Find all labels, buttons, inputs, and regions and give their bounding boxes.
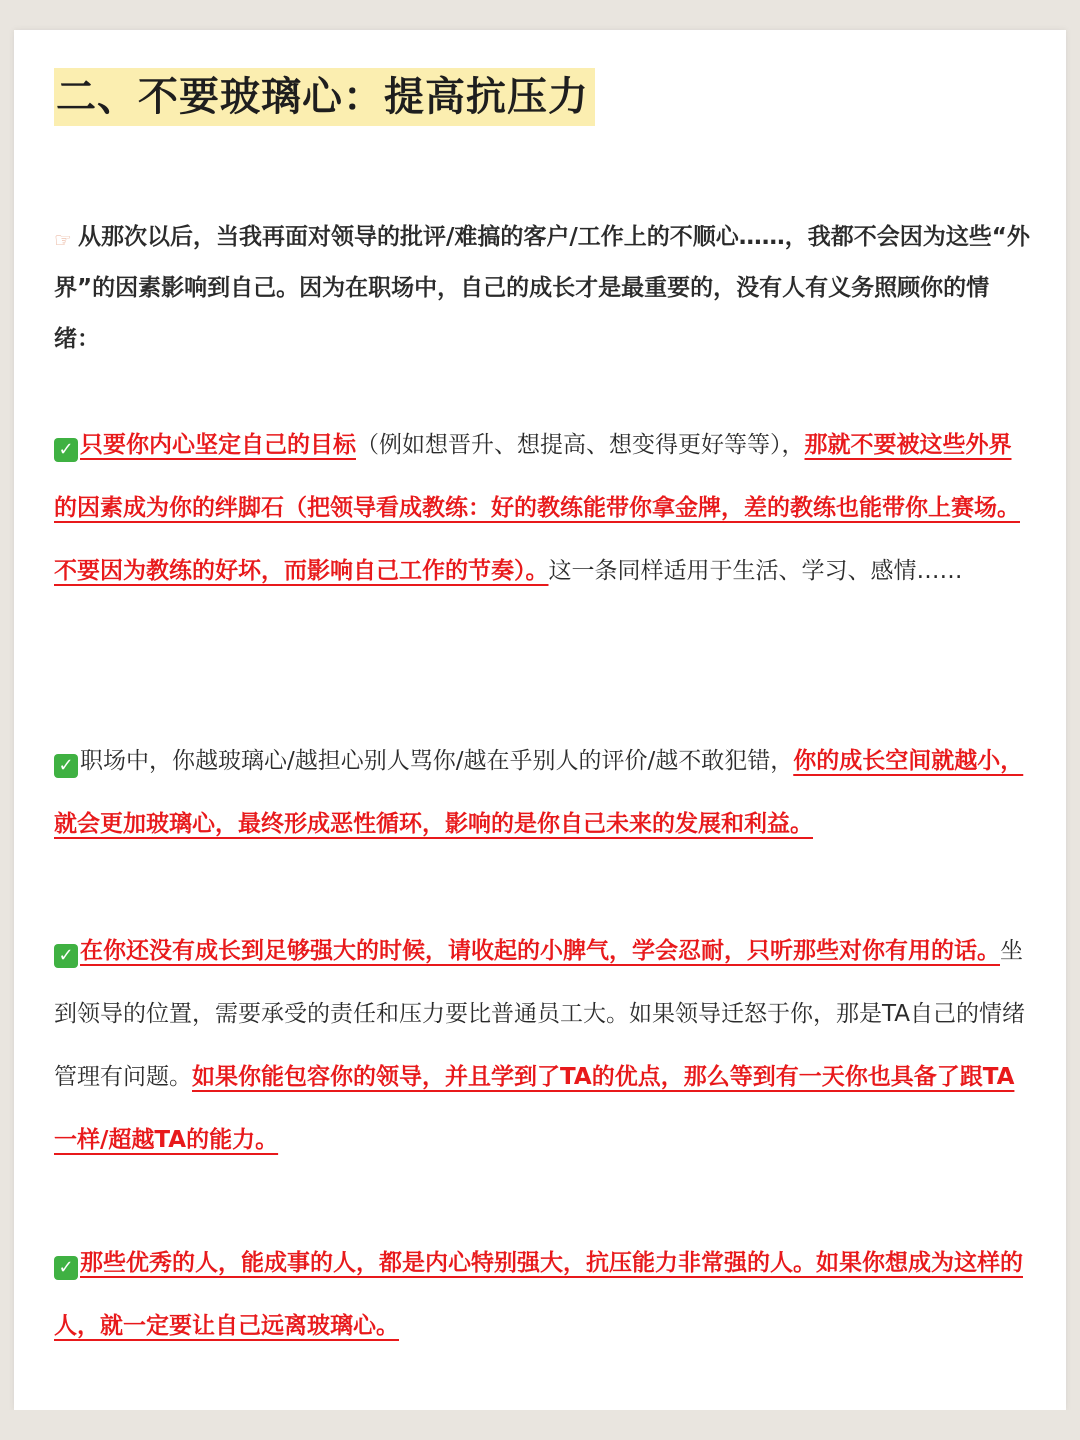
point-2-highlight-a: 你的成长空间就越小，就会更加玻璃心，最终形成恶性循环，影响的是你自己未来的发展和利益。 <box>54 748 1024 837</box>
check-mark-icon: ✓ <box>54 944 78 968</box>
check-mark-icon: ✓ <box>54 1256 78 1280</box>
intro-text: 从那次以后，当我再面对领导的批评/难搞的客户/工作上的不顺心……，我都不会因为这些“外界”的因素影响到自己。因为在职场中，自己的成长才是最重要的，没有人有义务照顾你的情绪： <box>54 224 1030 352</box>
note-page <box>14 30 1066 1410</box>
point-4 <box>54 1232 1034 1358</box>
point-1 <box>54 414 1034 603</box>
point-3 <box>54 920 1034 1172</box>
point-1-text-b: 这一条同样适用于生活、学习、感情…… <box>548 558 963 584</box>
point-1-text-a: （例如想晋升、想提高、想变得更好等等）， <box>356 432 805 458</box>
point-3-text-a: 坐到领导的位置，需要承受的责任和压力要比普通员工大。如果领导迁怒于你，那是TA自己的情绪管理有问题。 <box>54 938 1025 1090</box>
intro-paragraph <box>54 212 1034 365</box>
point-3-highlight-b: 如果你能包容你的领导，并且学到了TA的优点，那么等到有一天你也具备了跟TA一样/超越TA的能力。 <box>54 1064 1015 1153</box>
point-3-highlight-a: 在你还没有成长到足够强大的时候，请收起的小脾气，学会忍耐，只听那些对你有用的话。 <box>80 938 1000 964</box>
point-4-highlight-a: 那些优秀的人，能成事的人，都是内心特别强大，抗压能力非常强的人。如果你想成为这样的人，就一定要让自己远离玻璃心。 <box>54 1250 1023 1339</box>
point-1-highlight-a: 只要你内心坚定自己的目标 <box>80 432 356 458</box>
title-wrap <box>54 68 595 126</box>
check-mark-icon: ✓ <box>54 438 78 462</box>
page-title: 二、不要玻璃心：提高抗压力 <box>54 68 595 126</box>
bottom-background <box>0 1410 1080 1440</box>
point-2-text-a: 职场中，你越玻璃心/越担心别人骂你/越在乎别人的评价/越不敢犯错， <box>80 748 794 774</box>
point-1-highlight-b: 那就不要被这些外界的因素成为你的绊脚石（把领导看成教练：好的教练能带你拿金牌，差的教练也能带你上赛场。不要因为教练的好坏，而影响自己工作的节奏）。 <box>54 432 1020 584</box>
check-mark-icon: ✓ <box>54 754 78 778</box>
pointing-hand-icon: ☞ <box>54 228 72 252</box>
point-2 <box>54 730 1034 856</box>
